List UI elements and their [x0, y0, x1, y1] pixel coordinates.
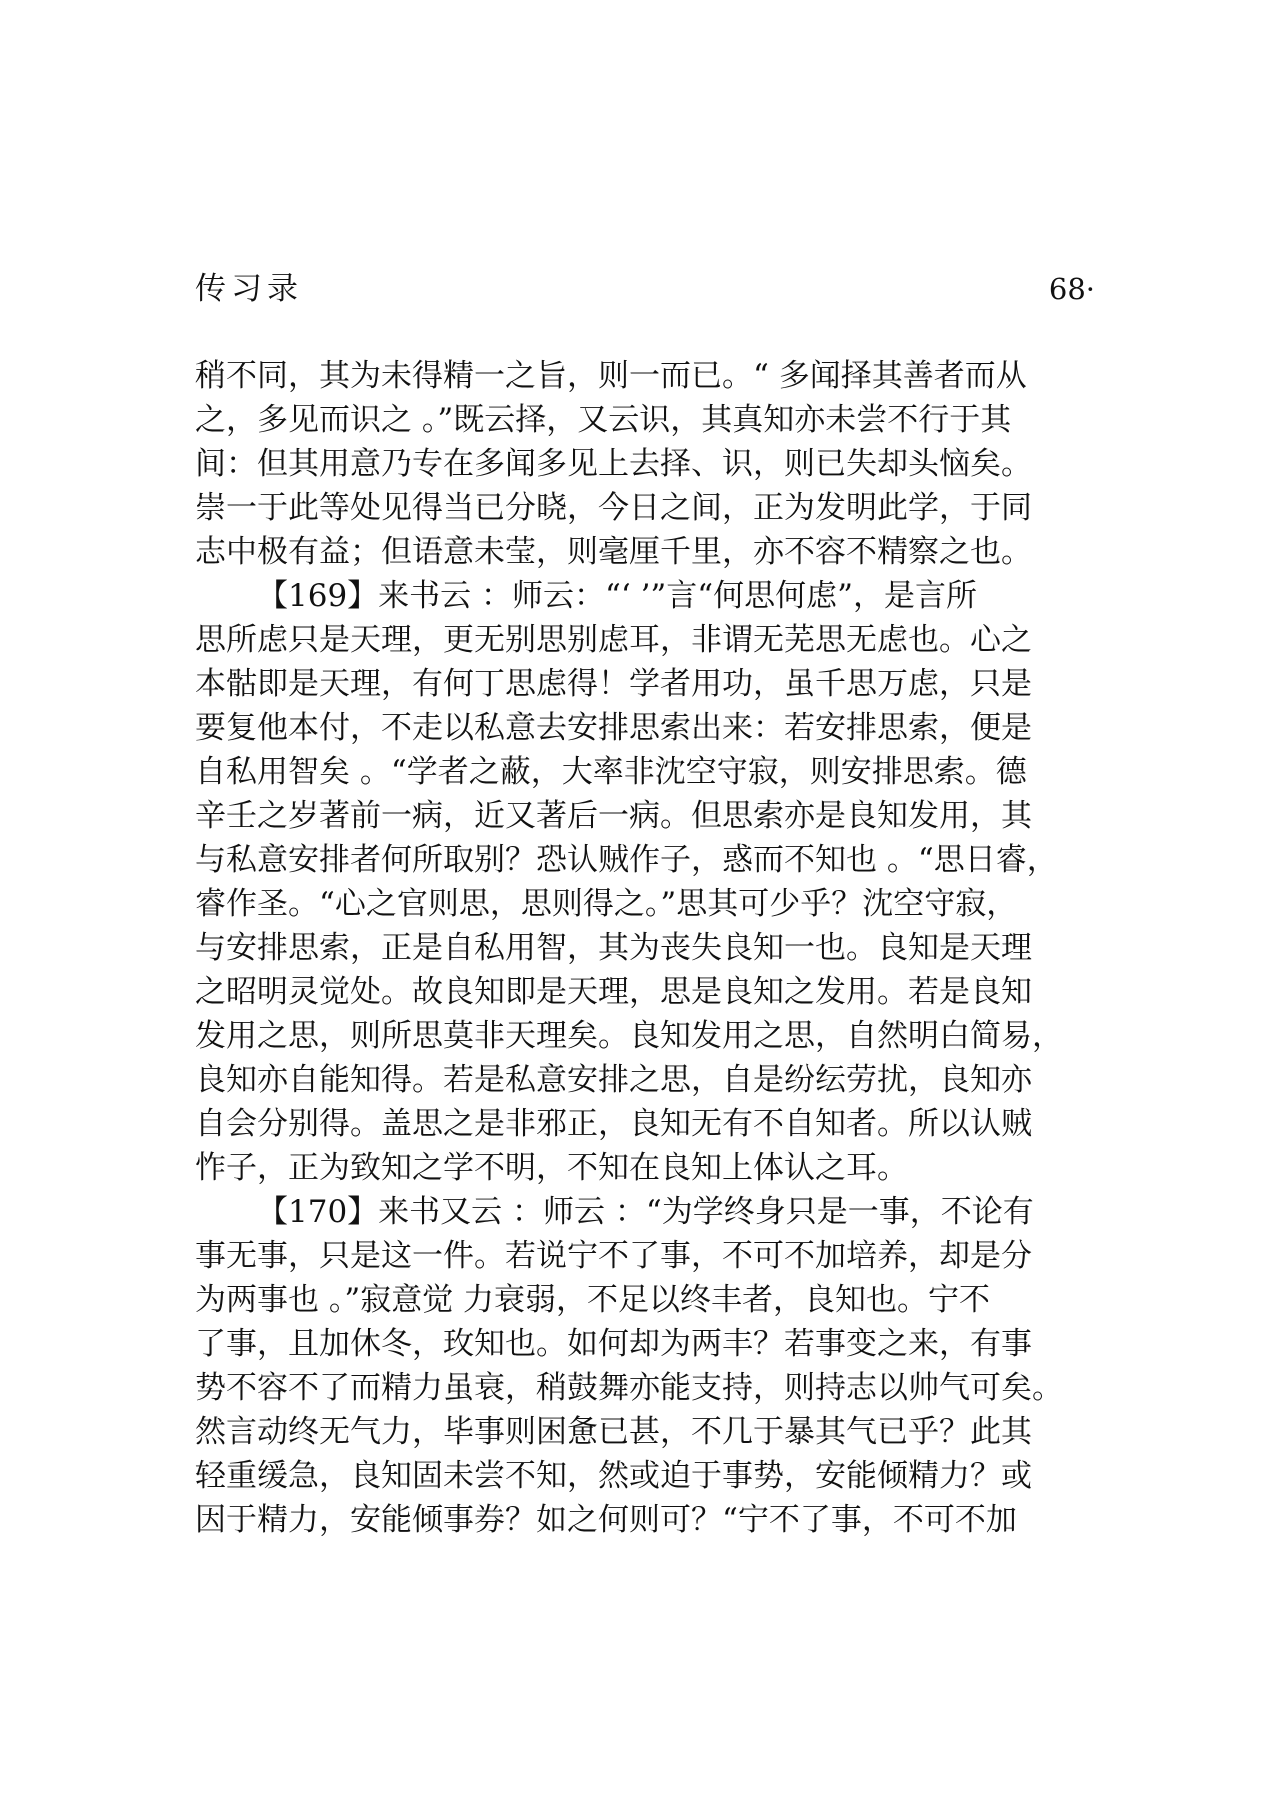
running-header [195, 265, 1095, 315]
text-line: 间：但其用意乃专在多闻多见上去择、识，则已失却头恼矣。 [195, 446, 1032, 482]
body-text [195, 354, 1115, 1542]
text-line: 与私意安排者何所取别？恐认贼作子，惑而不知也 。“思日睿， [195, 842, 1058, 878]
text-line: 因于精力，安能倾事券？如之何则可？“宁不了事，不可不加 [195, 1502, 1017, 1538]
book-title: 传习录 [195, 271, 303, 307]
text-line: 轻重缓急，良知固未尝不知，然或迫于事势，安能倾精力？或 [195, 1458, 1032, 1494]
text-line: 事无事，只是这一件。若说宁不了事，不可不加培养，却是分 [195, 1238, 1032, 1274]
text-line: 稍不同，其为未得精一之旨，则一而已。“ 多闻择其善者而从 [195, 358, 1027, 394]
text-line: 志中极有益；但语意未莹，则毫厘千里，亦不容不精察之也。 [195, 534, 1032, 570]
text-line: 发用之思，则所思莫非天理矣。良知发用之思，自然明白简易， [195, 1018, 1063, 1054]
page-number: 68· [1048, 272, 1095, 306]
text-line: 了事，且加休冬，玫知也。如何却为两丰？若事变之来，有事 [195, 1326, 1032, 1362]
text-line: 思所虑只是天理，更无别思别虑耳，非谓无芜思无虑也。心之 [195, 622, 1032, 658]
text-line: 要复他本付，不走以私意去安排思索出来：若安排思索，便是 [195, 710, 1032, 746]
text-line: 势不容不了而精力虽衰，稍鼓舞亦能支持，则持志以帅气可矣。 [195, 1370, 1063, 1406]
text-line: 本骷即是天理，有何丁思虑得！学者用功，虽千思万虑，只是 [195, 666, 1032, 702]
text-line: 睿作圣。“心之官则思，思则得之。”思其可少乎？沈空守寂， [195, 886, 1018, 922]
text-line: 与安排思索，正是自私用智，其为丧失良知一也。良知是天理 [195, 930, 1032, 966]
text-line: 之，多见而识之 。”既云择，又云识，其真知亦未尝不行于其 [195, 402, 1012, 438]
text-line: 之昭明灵觉处。故良知即是天理，思是良知之发用。若是良知 [195, 974, 1032, 1010]
text-line: 自私用智矣 。“学者之蔽，大率非沈空守寂，则安排思索。德 [195, 754, 1027, 790]
text-line: 为两事也 。”寂意觉 力衰弱，不足以终丰者，良知也。宁不 [195, 1282, 991, 1318]
text-line: 辛壬之岁著前一病，近又著后一病。但思索亦是良知发用，其 [195, 798, 1032, 834]
text-line: 崇一于此等处见得当已分晓，今日之间，正为发明此学，于同 [195, 490, 1032, 526]
text-line: 怍子，正为致知之学不明，不知在良知上体认之耳。 [195, 1150, 908, 1186]
text-line: 良知亦自能知得。若是私意安排之思，自是纷纭劳扰，良知亦 [195, 1062, 1032, 1098]
paragraph-170-start: 【170】来书又云 ：师云 ：“为学终身只是一事，不论有 [257, 1194, 1034, 1230]
text-line: 然言动终无气力，毕事则困惫已甚，不几于暴其气已乎？此其 [195, 1414, 1032, 1450]
paragraph-169-start: 【169】来书云 ：师云：“‘ ’”言“何思何虑”，是言所 [257, 578, 977, 614]
text-line: 自会分别得。盖思之是非邪正，良知无有不自知者。所以认贼 [195, 1106, 1032, 1142]
